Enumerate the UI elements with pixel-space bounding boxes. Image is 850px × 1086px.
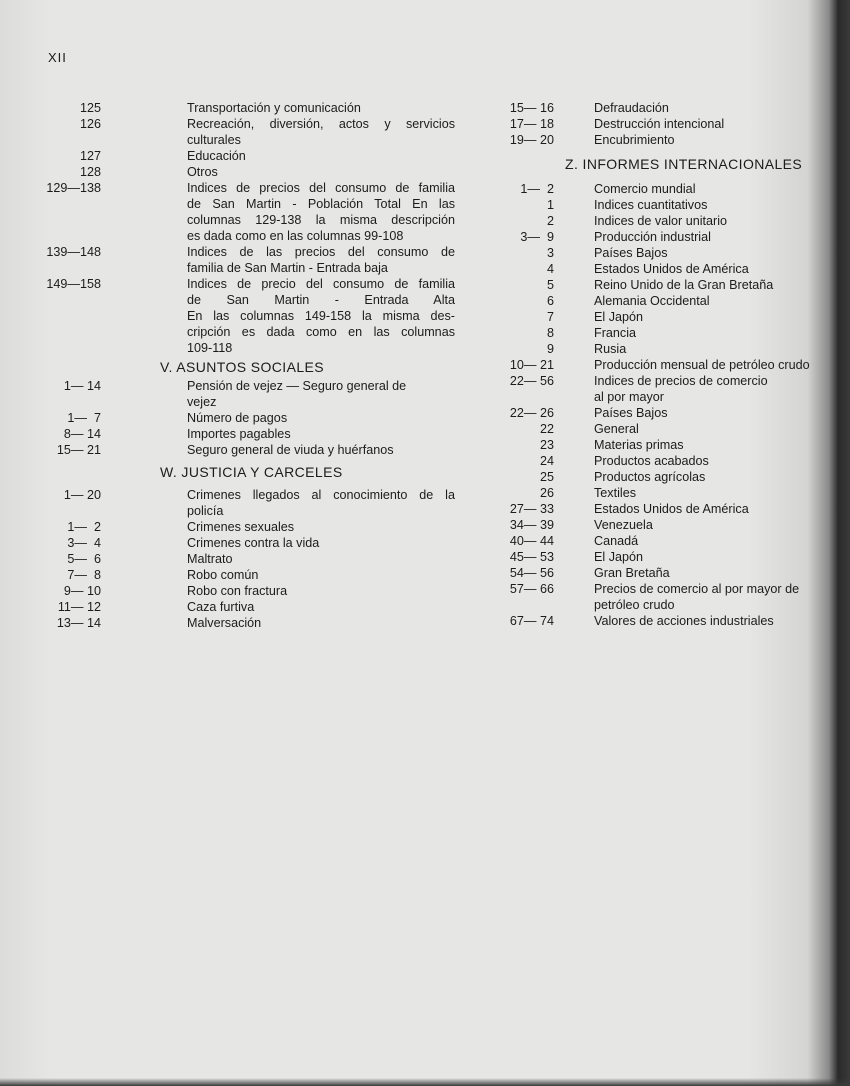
entry-description bbox=[594, 533, 835, 549]
index-entry bbox=[40, 583, 458, 599]
description-line: Defraudación bbox=[594, 101, 669, 115]
index-entry bbox=[40, 180, 458, 244]
entry-description bbox=[187, 148, 455, 164]
column-range: 8 bbox=[546, 326, 554, 340]
index-entry bbox=[495, 197, 835, 213]
description-line: Rusia bbox=[594, 342, 627, 356]
description-line: Materias primas bbox=[594, 438, 684, 452]
column-range: 40— 44 bbox=[509, 534, 554, 548]
column-range: 57— 66 bbox=[509, 582, 554, 596]
description-line: policía bbox=[187, 504, 224, 518]
column-range: 126 bbox=[79, 117, 101, 131]
description-line: Robo común bbox=[187, 568, 259, 582]
description-line: Educación bbox=[187, 149, 246, 163]
entry-description bbox=[187, 583, 455, 599]
entry-description bbox=[594, 341, 835, 357]
index-entry bbox=[495, 100, 835, 116]
section-heading-informes-internacionales: Z. INFORMES INTERNACIONALES bbox=[565, 156, 803, 172]
description-line: Indices de precios de comercio bbox=[594, 374, 768, 388]
description-line: Indices de valor unitario bbox=[594, 214, 728, 228]
description-line: Destrucción intencional bbox=[594, 117, 725, 131]
entry-description bbox=[594, 613, 835, 629]
description-line: Malversación bbox=[187, 616, 262, 630]
entry-description bbox=[187, 100, 455, 116]
entry-description bbox=[187, 442, 455, 458]
column-range: 139—148 bbox=[46, 245, 101, 259]
entry-description bbox=[594, 261, 835, 277]
description-line: Crimenes sexuales bbox=[187, 520, 295, 534]
column-range: 6 bbox=[546, 294, 554, 308]
entry-description bbox=[187, 487, 455, 519]
entry-description bbox=[594, 405, 835, 421]
column-range: 26 bbox=[539, 486, 554, 500]
index-entry bbox=[495, 549, 835, 565]
column-range: 9 bbox=[546, 342, 554, 356]
description-line: es dada como en las columnas 99-108 bbox=[187, 229, 404, 243]
entry-description bbox=[594, 581, 835, 613]
description-line: cripción es dada como en las columnas bbox=[187, 325, 455, 339]
description-line: Valores de acciones industriales bbox=[594, 614, 774, 628]
description-line: Reino Unido de la Gran Bretaña bbox=[594, 278, 774, 292]
entries-top bbox=[40, 100, 458, 356]
index-entry bbox=[495, 277, 835, 293]
column-range: 149—158 bbox=[46, 277, 101, 291]
column-range: 3— 9 bbox=[520, 230, 554, 244]
section-heading-justicia-carceles: W. JUSTICIA Y CARCELES bbox=[160, 464, 343, 480]
index-entry bbox=[495, 613, 835, 629]
entry-description bbox=[187, 410, 455, 426]
index-entry bbox=[495, 132, 835, 148]
description-line: Número de pagos bbox=[187, 411, 288, 425]
entry-description bbox=[594, 485, 835, 501]
entry-description bbox=[187, 519, 455, 535]
entry-description bbox=[187, 378, 455, 410]
description-line: Transportación y comunicación bbox=[187, 101, 361, 115]
description-line: 109-118 bbox=[187, 341, 233, 355]
description-line: El Japón bbox=[594, 310, 644, 324]
index-entry bbox=[495, 421, 835, 437]
entry-description bbox=[594, 132, 835, 148]
column-range: 1— 2 bbox=[520, 182, 554, 196]
index-entry bbox=[40, 276, 458, 356]
description-line: Crimenes contra la vida bbox=[187, 536, 320, 550]
description-line: Pensión de vejez — Seguro general de bbox=[187, 379, 407, 393]
description-line: Encubrimiento bbox=[594, 133, 675, 147]
index-entry bbox=[495, 245, 835, 261]
description-line: familia de San Martin - Entrada baja bbox=[187, 261, 388, 275]
index-entry bbox=[40, 519, 458, 535]
description-line: Otros bbox=[187, 165, 218, 179]
entry-description bbox=[187, 164, 455, 180]
index-entry bbox=[495, 469, 835, 485]
index-entry bbox=[40, 567, 458, 583]
index-entry bbox=[495, 581, 835, 613]
description-line: Productos agrícolas bbox=[594, 470, 706, 484]
index-entry bbox=[40, 599, 458, 615]
index-entry bbox=[495, 357, 835, 373]
index-entry bbox=[495, 373, 835, 405]
column-range: 67— 74 bbox=[509, 614, 554, 628]
description-line: Productos acabados bbox=[594, 454, 709, 468]
index-entry bbox=[40, 535, 458, 551]
entry-description bbox=[594, 517, 835, 533]
entries-justicia-carceles bbox=[40, 487, 458, 631]
column-range: 125 bbox=[79, 101, 101, 115]
index-entry bbox=[495, 485, 835, 501]
description-line: Canadá bbox=[594, 534, 639, 548]
section-heading-asuntos-sociales: V. ASUNTOS SOCIALES bbox=[160, 359, 324, 375]
entry-description bbox=[594, 565, 835, 581]
entry-description bbox=[594, 421, 835, 437]
index-entry bbox=[495, 533, 835, 549]
index-entry bbox=[495, 341, 835, 357]
description-line: Comercio mundial bbox=[594, 182, 696, 196]
column-range: 19— 20 bbox=[509, 133, 554, 147]
entry-description bbox=[187, 426, 455, 442]
description-line: Robo con fractura bbox=[187, 584, 288, 598]
column-range: 1— 20 bbox=[63, 488, 101, 502]
description-line: Seguro general de viuda y huérfanos bbox=[187, 443, 394, 457]
index-entry bbox=[40, 378, 458, 410]
index-entry bbox=[495, 501, 835, 517]
column-range: 8— 14 bbox=[63, 427, 101, 441]
entry-description bbox=[594, 116, 835, 132]
entry-description bbox=[594, 245, 835, 261]
index-entry bbox=[40, 100, 458, 116]
page-number: XII bbox=[48, 50, 67, 65]
index-entry bbox=[495, 517, 835, 533]
entry-description bbox=[187, 535, 455, 551]
index-entry bbox=[495, 325, 835, 341]
entry-description bbox=[187, 116, 455, 148]
index-entry bbox=[40, 148, 458, 164]
column-range: 4 bbox=[546, 262, 554, 276]
entry-description bbox=[594, 309, 835, 325]
index-entry bbox=[40, 116, 458, 148]
index-entry bbox=[495, 309, 835, 325]
entry-description bbox=[187, 244, 455, 276]
column-range: 1— 14 bbox=[63, 379, 101, 393]
column-range: 15— 21 bbox=[56, 443, 101, 457]
column-range: 1— 7 bbox=[67, 411, 101, 425]
description-line: Indices de las precios del consumo de bbox=[187, 245, 455, 259]
column-range: 127 bbox=[79, 149, 101, 163]
entries-top-right bbox=[495, 100, 835, 148]
index-entry bbox=[495, 261, 835, 277]
entry-description bbox=[187, 599, 455, 615]
description-line: Producción industrial bbox=[594, 230, 711, 244]
entry-description bbox=[594, 277, 835, 293]
description-line: Recreación, diversión, actos y servicios bbox=[187, 117, 455, 131]
column-range: 22— 26 bbox=[509, 406, 554, 420]
entries-asuntos-sociales bbox=[40, 378, 458, 458]
entry-description bbox=[187, 567, 455, 583]
column-range: 1— 2 bbox=[67, 520, 101, 534]
entry-description bbox=[594, 181, 835, 197]
description-line: Gran Bretaña bbox=[594, 566, 670, 580]
column-range: 2 bbox=[546, 214, 554, 228]
column-range: 45— 53 bbox=[509, 550, 554, 564]
column-range: 1 bbox=[546, 198, 554, 212]
page-bottom-edge bbox=[0, 1078, 850, 1086]
column-range: 13— 14 bbox=[56, 616, 101, 630]
description-line: Estados Unidos de América bbox=[594, 502, 749, 516]
entry-description bbox=[187, 551, 455, 567]
description-line: al por mayor bbox=[594, 390, 664, 404]
description-line: General bbox=[594, 422, 639, 436]
index-entry bbox=[40, 426, 458, 442]
entry-description bbox=[594, 325, 835, 341]
description-line: de San Martin - Entrada Alta bbox=[187, 293, 455, 307]
entry-description bbox=[594, 293, 835, 309]
right-column bbox=[495, 100, 835, 629]
entries-informes-internacionales bbox=[495, 181, 835, 629]
column-range: 7 bbox=[546, 310, 554, 324]
description-line: Venezuela bbox=[594, 518, 653, 532]
column-range: 9— 10 bbox=[63, 584, 101, 598]
index-entry bbox=[495, 116, 835, 132]
column-range: 129—138 bbox=[46, 181, 101, 195]
entry-description bbox=[594, 229, 835, 245]
index-entry bbox=[40, 442, 458, 458]
entry-description bbox=[594, 549, 835, 565]
column-range: 22— 56 bbox=[509, 374, 554, 388]
column-range: 5— 6 bbox=[67, 552, 101, 566]
left-column bbox=[40, 100, 458, 631]
index-entry bbox=[40, 487, 458, 519]
description-line: Francia bbox=[594, 326, 636, 340]
description-line: Producción mensual de petróleo crudo bbox=[594, 358, 810, 372]
index-entry bbox=[40, 410, 458, 426]
entry-description bbox=[594, 469, 835, 485]
index-entry bbox=[40, 551, 458, 567]
index-entry bbox=[40, 164, 458, 180]
column-range: 54— 56 bbox=[509, 566, 554, 580]
column-range: 22 bbox=[539, 422, 554, 436]
entry-description bbox=[594, 100, 835, 116]
column-range: 34— 39 bbox=[509, 518, 554, 532]
index-entry bbox=[495, 293, 835, 309]
column-range: 3 bbox=[546, 246, 554, 260]
column-range: 10— 21 bbox=[509, 358, 554, 372]
description-line: Indices cuantitativos bbox=[594, 198, 708, 212]
column-range: 128 bbox=[79, 165, 101, 179]
description-line: Indices de precios del consumo de familia bbox=[187, 181, 455, 195]
column-range: 27— 33 bbox=[509, 502, 554, 516]
description-line: Estados Unidos de América bbox=[594, 262, 749, 276]
entry-description bbox=[187, 180, 455, 244]
description-line: Caza furtiva bbox=[187, 600, 255, 614]
description-line: Importes pagables bbox=[187, 427, 291, 441]
description-line: Textiles bbox=[594, 486, 636, 500]
index-entry bbox=[495, 213, 835, 229]
column-range: 7— 8 bbox=[67, 568, 101, 582]
description-line: Países Bajos bbox=[594, 246, 668, 260]
description-line: petróleo crudo bbox=[594, 598, 675, 612]
index-entry bbox=[495, 565, 835, 581]
column-range: 24 bbox=[539, 454, 554, 468]
description-line: El Japón bbox=[594, 550, 644, 564]
entry-description bbox=[594, 357, 835, 373]
description-line: Alemania Occidental bbox=[594, 294, 710, 308]
entry-description bbox=[594, 213, 835, 229]
column-range: 11— 12 bbox=[57, 600, 101, 614]
description-line: Maltrato bbox=[187, 552, 233, 566]
column-range: 23 bbox=[539, 438, 554, 452]
description-line: columnas 129-138 la misma descripción bbox=[187, 213, 455, 227]
column-range: 25 bbox=[539, 470, 554, 484]
description-line: Países Bajos bbox=[594, 406, 668, 420]
entry-description bbox=[594, 453, 835, 469]
description-line: Crimenes llegados al conocimiento de la bbox=[187, 488, 455, 502]
description-line: Indices de precio del consumo de familia bbox=[187, 277, 455, 291]
index-entry bbox=[495, 453, 835, 469]
index-entry bbox=[495, 229, 835, 245]
index-entry bbox=[40, 615, 458, 631]
column-range: 15— 16 bbox=[509, 101, 554, 115]
description-line: vejez bbox=[187, 395, 217, 409]
entry-description bbox=[594, 197, 835, 213]
description-line: Precios de comercio al por mayor de bbox=[594, 582, 800, 596]
description-line: culturales bbox=[187, 133, 241, 147]
column-range: 5 bbox=[546, 278, 554, 292]
index-entry bbox=[40, 244, 458, 276]
column-range: 3— 4 bbox=[67, 536, 101, 550]
entry-description bbox=[594, 437, 835, 453]
index-entry bbox=[495, 437, 835, 453]
entry-description bbox=[187, 276, 455, 356]
entry-description bbox=[594, 501, 835, 517]
index-entry bbox=[495, 181, 835, 197]
description-line: de San Martin - Población Total En las bbox=[187, 197, 455, 211]
column-range: 17— 18 bbox=[509, 117, 554, 131]
entry-description bbox=[594, 373, 835, 405]
entry-description bbox=[187, 615, 455, 631]
index-entry bbox=[495, 405, 835, 421]
description-line: En las columnas 149-158 la misma des- bbox=[187, 309, 455, 323]
